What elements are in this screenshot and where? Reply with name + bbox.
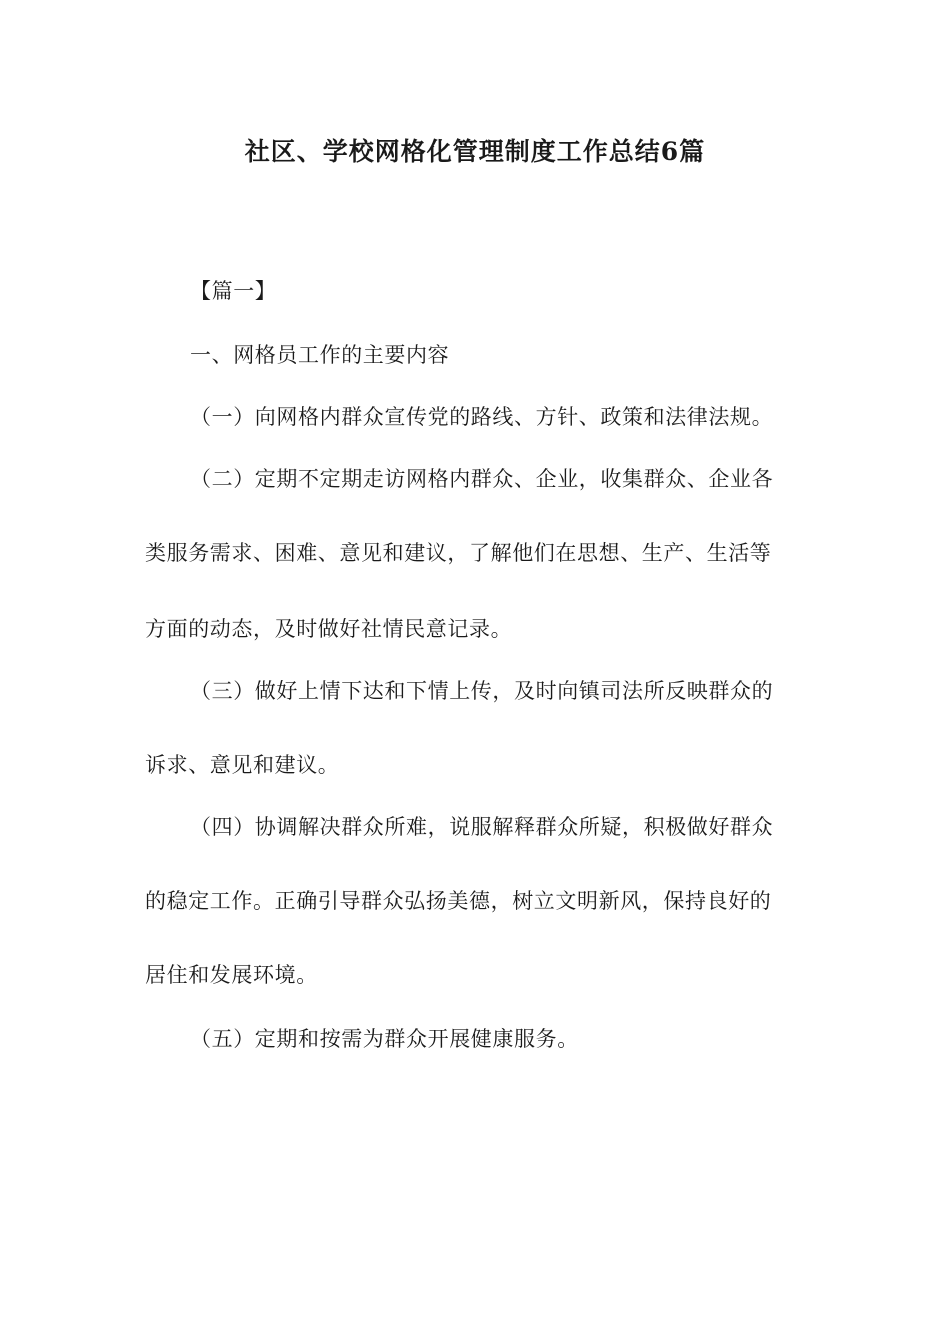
item-4-line-1: （四）协调解决群众所难，说服解释群众所疑，积极做好群众 <box>190 815 774 839</box>
heading-main-content: 一、网格员工作的主要内容 <box>190 343 450 367</box>
item-2-line-1: （二）定期不定期走访网格内群众、企业，收集群众、企业各 <box>190 467 774 491</box>
item-5-line-1: （五）定期和按需为群众开展健康服务。 <box>190 1027 579 1051</box>
item-4-line-2: 的稳定工作。正确引导群众弘扬美德，树立文明新风，保持良好的 <box>145 889 772 913</box>
item-3-line-2: 诉求、意见和建议。 <box>145 753 340 777</box>
item-4-line-3: 居住和发展环境。 <box>145 963 318 987</box>
section-marker: 【篇一】 <box>190 279 277 303</box>
document-title: 社区、学校网格化管理制度工作总结6篇 <box>244 137 706 166</box>
item-2-line-2: 类服务需求、困难、意见和建议，了解他们在思想、生产、生活等 <box>145 541 772 565</box>
item-3-line-1: （三）做好上情下达和下情上传，及时向镇司法所反映群众的 <box>190 679 774 703</box>
item-2-line-3: 方面的动态，及时做好社情民意记录。 <box>145 617 513 641</box>
item-1-line-1: （一）向网格内群众宣传党的路线、方针、政策和法律法规。 <box>190 405 774 429</box>
